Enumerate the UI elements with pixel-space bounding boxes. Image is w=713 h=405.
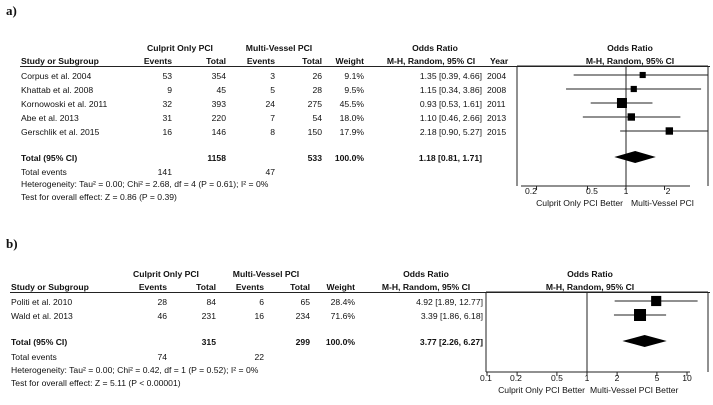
weight: 9.5% <box>344 85 364 95</box>
odds-ratio-ci: 1.10 [0.46, 2.66] <box>419 113 482 123</box>
study-name: Kornowoski et al. 2011 <box>21 99 108 109</box>
events-1: 16 <box>162 127 172 137</box>
panel-a-total2-header: Total <box>302 56 322 66</box>
panel-b-or-method: M-H, Random, 95% CI <box>381 282 471 292</box>
panel-a-total-events-label: Total events <box>21 167 67 177</box>
panel-b-or-title: Odds Ratio <box>403 269 449 279</box>
panel-a-total-1: 1158 <box>207 153 226 163</box>
events-1: 53 <box>162 71 172 81</box>
events-2: 8 <box>270 127 275 137</box>
panel-b-plot-method: M-H, Random, 95% CI <box>545 282 635 292</box>
total-1: 45 <box>216 85 226 95</box>
panel-a-total-ci: 1.18 [0.81, 1.71] <box>418 153 482 163</box>
panel-a-or-title: Odds Ratio <box>412 43 458 53</box>
panel-a-label: a) <box>6 3 17 18</box>
panel-b-total-events-2: 22 <box>254 352 264 362</box>
total-2: 65 <box>300 297 310 307</box>
panel-a-favours-left: Culprit Only PCI Better <box>536 198 623 208</box>
panel-a-weight-header: Weight <box>335 56 364 66</box>
panel-a-overall-effect: Test for overall effect: Z = 0.86 (P = 0.39) <box>21 192 177 202</box>
tick-label: 1 <box>623 186 629 196</box>
study-name: Gerschlik et al. 2015 <box>21 127 100 137</box>
total-2: 150 <box>307 127 322 137</box>
odds-ratio-ci: 1.15 [0.34, 3.86] <box>419 85 482 95</box>
events-2: 6 <box>259 297 264 307</box>
panel-a-or-method: M-H, Random, 95% CI <box>386 56 476 66</box>
odds-ratio-ci: 0.93 [0.53, 1.61] <box>419 99 482 109</box>
year: 2013 <box>487 113 507 123</box>
panel-a-events2-header: Events <box>246 56 275 66</box>
panel-a-total1-header: Total <box>206 56 226 66</box>
events-2: 7 <box>270 113 275 123</box>
total-1: 220 <box>211 113 226 123</box>
total-1: 146 <box>211 127 226 137</box>
panel-b-study-header: Study or Subgroup <box>11 282 89 292</box>
panel-a-heterogeneity: Heterogeneity: Tau² = 0.00; Chi² = 2.68, df = 4 (P = 0.61); I² = 0% <box>21 179 269 189</box>
total-1: 231 <box>201 311 216 321</box>
panel-a-total-2: 533 <box>307 153 322 163</box>
weight: 71.6% <box>330 311 355 321</box>
panel-a-events1-header: Events <box>143 56 172 66</box>
events-1: 32 <box>162 99 172 109</box>
events-1: 31 <box>162 113 172 123</box>
panel-b-events1-header: Events <box>138 282 167 292</box>
total-2: 234 <box>295 311 310 321</box>
panel-b-total-label: Total (95% CI) <box>11 337 68 347</box>
total-2: 28 <box>312 85 322 95</box>
panel-a-total-events-2: 47 <box>265 167 275 177</box>
weight: 28.4% <box>330 297 355 307</box>
weight: 18.0% <box>339 113 364 123</box>
panel-b-group1-header: Culprit Only PCI <box>133 269 199 279</box>
panel-a-plot-title: Odds Ratio <box>607 43 653 53</box>
year: 2011 <box>487 99 506 109</box>
tick-label: 5 <box>654 373 660 383</box>
panel-a-total-weight: 100.0% <box>334 153 364 163</box>
odds-ratio-ci: 2.18 [0.90, 5.27] <box>419 127 482 137</box>
total-1: 393 <box>211 99 226 109</box>
panel-b-favours-left: Culprit Only PCI Better <box>498 385 585 395</box>
tick-label: 0.5 <box>586 186 598 196</box>
tick-label: 1 <box>584 373 590 383</box>
weight: 9.1% <box>344 71 364 81</box>
tick-label: 2 <box>614 373 620 383</box>
panel-b-weight-header: Weight <box>326 282 355 292</box>
panel-b-total-ci: 3.77 [2.26, 6.27] <box>419 337 483 347</box>
odds-ratio-ci: 1.35 [0.39, 4.66] <box>419 71 482 81</box>
study-name: Corpus et al. 2004 <box>21 71 92 81</box>
panel-a-total-label: Total (95% CI) <box>21 153 78 163</box>
year: 2004 <box>487 71 507 81</box>
panel-a-year-header: Year <box>490 56 509 66</box>
events-2: 5 <box>270 85 275 95</box>
total-2: 54 <box>312 113 322 123</box>
tick-label: 0.1 <box>480 373 492 383</box>
tick-label: 0.5 <box>551 373 563 383</box>
panel-b-favours-right: Multi-Vessel PCI Better <box>590 385 679 395</box>
total-2: 275 <box>307 99 322 109</box>
tick-label: 10 <box>682 373 692 383</box>
study-name: Politi et al. 2010 <box>11 297 73 307</box>
events-2: 24 <box>265 99 275 109</box>
panel-b-total-weight: 100.0% <box>325 337 355 347</box>
events-2: 16 <box>254 311 264 321</box>
tick-label: 0.2 <box>525 186 537 196</box>
year: 2015 <box>487 127 507 137</box>
panel-b-overall-effect: Test for overall effect: Z = 5.11 (P < 0.00001) <box>11 378 181 388</box>
panel-a-plot-method: M-H, Random, 95% CI <box>585 56 675 66</box>
year: 2008 <box>487 85 507 95</box>
total-1: 354 <box>211 71 226 81</box>
panel-b-events2-header: Events <box>235 282 264 292</box>
panel-a-favours-right: Multi-Vessel PCI <box>631 198 695 208</box>
pooled-estimate-diamond <box>622 335 666 347</box>
events-1: 28 <box>157 297 167 307</box>
study-name: Wald et al. 2013 <box>11 311 73 321</box>
panel-b-total-events-1: 74 <box>157 352 167 362</box>
panel-b-label: b) <box>6 236 18 251</box>
panel-b-plot-title: Odds Ratio <box>567 269 613 279</box>
odds-ratio-ci: 3.39 [1.86, 6.18] <box>420 311 483 321</box>
panel-a-total-events-1: 141 <box>157 167 172 177</box>
study-weight-box <box>651 296 661 306</box>
events-2: 3 <box>270 71 275 81</box>
panel-a-study-header: Study or Subgroup <box>21 56 99 66</box>
panel-b-group2-header: Multi-Vessel PCI <box>232 269 300 279</box>
total-2: 26 <box>312 71 322 81</box>
panel-b-total-events-label: Total events <box>11 352 57 362</box>
panel-b-total2-header: Total <box>290 282 310 292</box>
study-weight-box <box>634 309 646 321</box>
tick-label: 0.2 <box>510 373 522 383</box>
panel-b-heterogeneity: Heterogeneity: Tau² = 0.00; Chi² = 0.42, df = 1 (P = 0.52); I² = 0% <box>11 365 259 375</box>
panel-a-group1-header: Culprit Only PCI <box>147 43 213 53</box>
panel-b-total1-header: Total <box>196 282 216 292</box>
total-1: 84 <box>206 297 216 307</box>
panel-a-group2-header: Multi-Vessel PCI <box>245 43 313 53</box>
study-name: Khattab et al. 2008 <box>21 85 94 95</box>
panel-b-total-1: 315 <box>201 337 216 347</box>
weight: 45.5% <box>339 99 364 109</box>
panel-b-total-2: 299 <box>295 337 310 347</box>
events-1: 46 <box>157 311 167 321</box>
tick-label: 2 <box>665 186 671 196</box>
odds-ratio-ci: 4.92 [1.89, 12.77] <box>416 297 483 307</box>
events-1: 9 <box>167 85 172 95</box>
weight: 17.9% <box>339 127 364 137</box>
study-name: Abe et al. 2013 <box>21 113 79 123</box>
